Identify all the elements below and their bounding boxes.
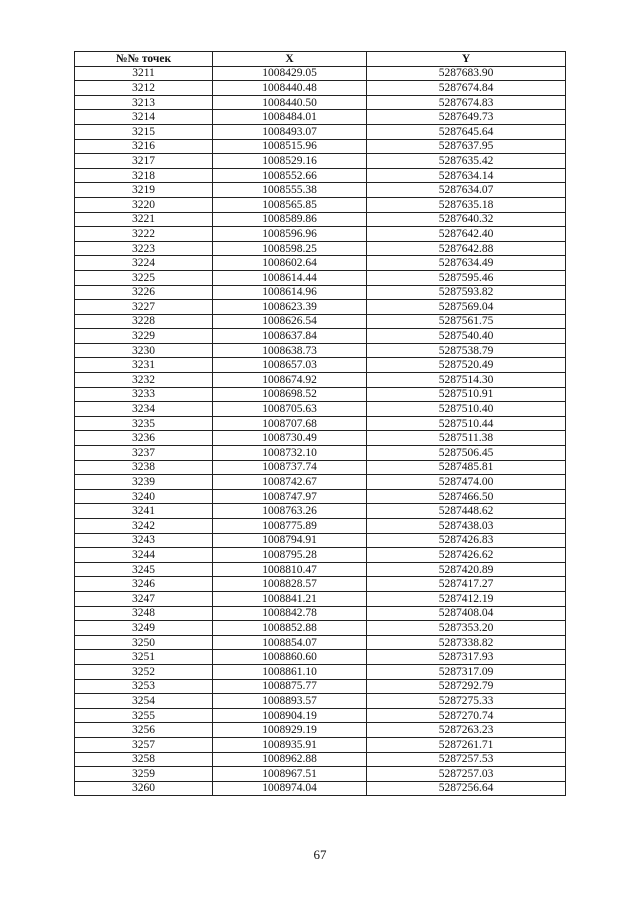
- x-coordinate-cell: 1008623.39: [213, 300, 367, 315]
- x-coordinate-cell: 1008854.07: [213, 635, 367, 650]
- x-coordinate-cell: 1008614.44: [213, 270, 367, 285]
- table-row: [75, 183, 566, 198]
- point-number-cell: 3231: [75, 358, 213, 373]
- y-coordinate-cell: 5287263.23: [367, 723, 566, 738]
- point-number-cell: 3215: [75, 124, 213, 139]
- x-coordinate-cell: 1008596.96: [213, 227, 367, 242]
- x-coordinate-cell: 1008763.26: [213, 504, 367, 519]
- table-row: [75, 781, 566, 796]
- table-row: [75, 504, 566, 519]
- y-coordinate-cell: 5287674.83: [367, 95, 566, 110]
- x-coordinate-cell: 1008860.60: [213, 650, 367, 665]
- table-row: [75, 227, 566, 242]
- point-number-cell: 3255: [75, 708, 213, 723]
- x-coordinate-cell: 1008555.38: [213, 183, 367, 198]
- table-row: [75, 460, 566, 475]
- table-row: [75, 358, 566, 373]
- table-row: [75, 168, 566, 183]
- table-row: [75, 285, 566, 300]
- y-coordinate-cell: 5287674.84: [367, 81, 566, 96]
- y-coordinate-cell: 5287256.64: [367, 781, 566, 796]
- table-row: [75, 110, 566, 125]
- x-coordinate-cell: 1008589.86: [213, 212, 367, 227]
- y-coordinate-cell: 5287640.32: [367, 212, 566, 227]
- column-header-y: Y: [367, 52, 566, 67]
- table-row: [75, 197, 566, 212]
- x-coordinate-cell: 1008967.51: [213, 767, 367, 782]
- point-number-cell: 3249: [75, 621, 213, 636]
- x-coordinate-cell: 1008429.05: [213, 66, 367, 81]
- point-number-cell: 3220: [75, 197, 213, 212]
- point-number-cell: 3212: [75, 81, 213, 96]
- table-row: [75, 475, 566, 490]
- table-row: [75, 124, 566, 139]
- y-coordinate-cell: 5287538.79: [367, 343, 566, 358]
- table-row: [75, 139, 566, 154]
- point-number-cell: 3250: [75, 635, 213, 650]
- x-coordinate-cell: 1008698.52: [213, 387, 367, 402]
- y-coordinate-cell: 5287637.95: [367, 139, 566, 154]
- y-coordinate-cell: 5287438.03: [367, 519, 566, 534]
- column-header-point-number: №№ точек: [75, 52, 213, 67]
- x-coordinate-cell: 1008841.21: [213, 591, 367, 606]
- point-number-cell: 3214: [75, 110, 213, 125]
- x-coordinate-cell: 1008674.92: [213, 373, 367, 388]
- y-coordinate-cell: 5287540.40: [367, 329, 566, 344]
- point-number-cell: 3244: [75, 548, 213, 563]
- x-coordinate-cell: 1008810.47: [213, 562, 367, 577]
- point-number-cell: 3217: [75, 154, 213, 169]
- x-coordinate-cell: 1008842.78: [213, 606, 367, 621]
- x-coordinate-cell: 1008565.85: [213, 197, 367, 212]
- x-coordinate-cell: 1008515.96: [213, 139, 367, 154]
- point-number-cell: 3237: [75, 446, 213, 461]
- table-row: [75, 81, 566, 96]
- y-coordinate-cell: 5287520.49: [367, 358, 566, 373]
- y-coordinate-cell: 5287510.44: [367, 416, 566, 431]
- point-number-cell: 3218: [75, 168, 213, 183]
- point-number-cell: 3247: [75, 591, 213, 606]
- table-row: [75, 533, 566, 548]
- y-coordinate-cell: 5287635.18: [367, 197, 566, 212]
- point-number-cell: 3228: [75, 314, 213, 329]
- table-row: [75, 489, 566, 504]
- x-coordinate-cell: 1008440.50: [213, 95, 367, 110]
- point-number-cell: 3229: [75, 329, 213, 344]
- x-coordinate-cell: 1008626.54: [213, 314, 367, 329]
- x-coordinate-cell: 1008904.19: [213, 708, 367, 723]
- x-coordinate-cell: 1008602.64: [213, 256, 367, 271]
- table-row: [75, 694, 566, 709]
- y-coordinate-cell: 5287261.71: [367, 737, 566, 752]
- point-number-cell: 3242: [75, 519, 213, 534]
- table-row: [75, 343, 566, 358]
- x-coordinate-cell: 1008935.91: [213, 737, 367, 752]
- x-coordinate-cell: 1008875.77: [213, 679, 367, 694]
- point-number-cell: 3222: [75, 227, 213, 242]
- y-coordinate-cell: 5287510.40: [367, 402, 566, 417]
- y-coordinate-cell: 5287561.75: [367, 314, 566, 329]
- table-row: [75, 548, 566, 563]
- x-coordinate-cell: 1008657.03: [213, 358, 367, 373]
- y-coordinate-cell: 5287506.45: [367, 446, 566, 461]
- table-row: [75, 519, 566, 534]
- point-number-cell: 3248: [75, 606, 213, 621]
- table-row: [75, 212, 566, 227]
- table-row: [75, 767, 566, 782]
- y-coordinate-cell: 5287270.74: [367, 708, 566, 723]
- table-row: [75, 752, 566, 767]
- y-coordinate-cell: 5287634.07: [367, 183, 566, 198]
- point-number-cell: 3234: [75, 402, 213, 417]
- table-row: [75, 270, 566, 285]
- y-coordinate-cell: 5287593.82: [367, 285, 566, 300]
- point-number-cell: 3226: [75, 285, 213, 300]
- x-coordinate-cell: 1008861.10: [213, 664, 367, 679]
- point-number-cell: 3224: [75, 256, 213, 271]
- y-coordinate-cell: 5287485.81: [367, 460, 566, 475]
- y-coordinate-cell: 5287569.04: [367, 300, 566, 315]
- column-header-x: X: [213, 52, 367, 67]
- table-row: [75, 446, 566, 461]
- point-number-cell: 3241: [75, 504, 213, 519]
- point-number-cell: 3258: [75, 752, 213, 767]
- point-number-cell: 3256: [75, 723, 213, 738]
- point-number-cell: 3230: [75, 343, 213, 358]
- table-row: [75, 431, 566, 446]
- x-coordinate-cell: 1008484.01: [213, 110, 367, 125]
- table-row: [75, 621, 566, 636]
- x-coordinate-cell: 1008440.48: [213, 81, 367, 96]
- x-coordinate-cell: 1008795.28: [213, 548, 367, 563]
- y-coordinate-cell: 5287645.64: [367, 124, 566, 139]
- point-number-cell: 3259: [75, 767, 213, 782]
- x-coordinate-cell: 1008529.16: [213, 154, 367, 169]
- point-number-cell: 3219: [75, 183, 213, 198]
- y-coordinate-cell: 5287292.79: [367, 679, 566, 694]
- table-body: [75, 66, 566, 796]
- table-row: [75, 241, 566, 256]
- y-coordinate-cell: 5287257.53: [367, 752, 566, 767]
- x-coordinate-cell: 1008614.96: [213, 285, 367, 300]
- y-coordinate-cell: 5287634.49: [367, 256, 566, 271]
- y-coordinate-cell: 5287257.03: [367, 767, 566, 782]
- x-coordinate-cell: 1008707.68: [213, 416, 367, 431]
- y-coordinate-cell: 5287642.40: [367, 227, 566, 242]
- x-coordinate-cell: 1008852.88: [213, 621, 367, 636]
- x-coordinate-cell: 1008962.88: [213, 752, 367, 767]
- point-number-cell: 3216: [75, 139, 213, 154]
- x-coordinate-cell: 1008974.04: [213, 781, 367, 796]
- y-coordinate-cell: 5287412.19: [367, 591, 566, 606]
- y-coordinate-cell: 5287510.91: [367, 387, 566, 402]
- point-number-cell: 3243: [75, 533, 213, 548]
- table-row: [75, 314, 566, 329]
- table-row: [75, 256, 566, 271]
- y-coordinate-cell: 5287448.62: [367, 504, 566, 519]
- y-coordinate-cell: 5287514.30: [367, 373, 566, 388]
- point-number-cell: 3252: [75, 664, 213, 679]
- coordinates-table: [74, 51, 566, 796]
- x-coordinate-cell: 1008828.57: [213, 577, 367, 592]
- y-coordinate-cell: 5287642.88: [367, 241, 566, 256]
- y-coordinate-cell: 5287649.73: [367, 110, 566, 125]
- table-row: [75, 387, 566, 402]
- table-row: [75, 606, 566, 621]
- x-coordinate-cell: 1008732.10: [213, 446, 367, 461]
- table-row: [75, 66, 566, 81]
- x-coordinate-cell: 1008552.66: [213, 168, 367, 183]
- point-number-cell: 3257: [75, 737, 213, 752]
- y-coordinate-cell: 5287417.27: [367, 577, 566, 592]
- x-coordinate-cell: 1008929.19: [213, 723, 367, 738]
- table-row: [75, 635, 566, 650]
- y-coordinate-cell: 5287634.14: [367, 168, 566, 183]
- table-row: [75, 737, 566, 752]
- point-number-cell: 3223: [75, 241, 213, 256]
- table-row: [75, 402, 566, 417]
- y-coordinate-cell: 5287338.82: [367, 635, 566, 650]
- x-coordinate-cell: 1008638.73: [213, 343, 367, 358]
- table-row: [75, 723, 566, 738]
- table-row: [75, 650, 566, 665]
- x-coordinate-cell: 1008794.91: [213, 533, 367, 548]
- table-row: [75, 300, 566, 315]
- x-coordinate-cell: 1008637.84: [213, 329, 367, 344]
- point-number-cell: 3221: [75, 212, 213, 227]
- table-row: [75, 591, 566, 606]
- table-row: [75, 577, 566, 592]
- point-number-cell: 3227: [75, 300, 213, 315]
- point-number-cell: 3254: [75, 694, 213, 709]
- table-header-row: [75, 52, 566, 67]
- y-coordinate-cell: 5287317.09: [367, 664, 566, 679]
- x-coordinate-cell: 1008747.97: [213, 489, 367, 504]
- x-coordinate-cell: 1008730.49: [213, 431, 367, 446]
- x-coordinate-cell: 1008705.63: [213, 402, 367, 417]
- y-coordinate-cell: 5287317.93: [367, 650, 566, 665]
- page-number: 67: [313, 847, 327, 862]
- y-coordinate-cell: 5287474.00: [367, 475, 566, 490]
- x-coordinate-cell: 1008893.57: [213, 694, 367, 709]
- y-coordinate-cell: 5287420.89: [367, 562, 566, 577]
- point-number-cell: 3239: [75, 475, 213, 490]
- point-number-cell: 3235: [75, 416, 213, 431]
- table-row: [75, 154, 566, 169]
- point-number-cell: 3246: [75, 577, 213, 592]
- table-row: [75, 664, 566, 679]
- table-row: [75, 562, 566, 577]
- table-row: [75, 679, 566, 694]
- point-number-cell: 3225: [75, 270, 213, 285]
- point-number-cell: 3236: [75, 431, 213, 446]
- y-coordinate-cell: 5287635.42: [367, 154, 566, 169]
- table-row: [75, 416, 566, 431]
- y-coordinate-cell: 5287408.04: [367, 606, 566, 621]
- point-number-cell: 3233: [75, 387, 213, 402]
- x-coordinate-cell: 1008493.07: [213, 124, 367, 139]
- table-row: [75, 373, 566, 388]
- y-coordinate-cell: 5287466.50: [367, 489, 566, 504]
- point-number-cell: 3240: [75, 489, 213, 504]
- point-number-cell: 3245: [75, 562, 213, 577]
- x-coordinate-cell: 1008742.67: [213, 475, 367, 490]
- table-row: [75, 708, 566, 723]
- point-number-cell: 3232: [75, 373, 213, 388]
- y-coordinate-cell: 5287353.20: [367, 621, 566, 636]
- point-number-cell: 3253: [75, 679, 213, 694]
- point-number-cell: 3251: [75, 650, 213, 665]
- point-number-cell: 3211: [75, 66, 213, 81]
- x-coordinate-cell: 1008598.25: [213, 241, 367, 256]
- y-coordinate-cell: 5287595.46: [367, 270, 566, 285]
- table-row: [75, 95, 566, 110]
- x-coordinate-cell: 1008775.89: [213, 519, 367, 534]
- x-coordinate-cell: 1008737.74: [213, 460, 367, 475]
- y-coordinate-cell: 5287683.90: [367, 66, 566, 81]
- point-number-cell: 3238: [75, 460, 213, 475]
- point-number-cell: 3260: [75, 781, 213, 796]
- point-number-cell: 3213: [75, 95, 213, 110]
- table-row: [75, 329, 566, 344]
- y-coordinate-cell: 5287426.83: [367, 533, 566, 548]
- y-coordinate-cell: 5287511.38: [367, 431, 566, 446]
- y-coordinate-cell: 5287275.33: [367, 694, 566, 709]
- y-coordinate-cell: 5287426.62: [367, 548, 566, 563]
